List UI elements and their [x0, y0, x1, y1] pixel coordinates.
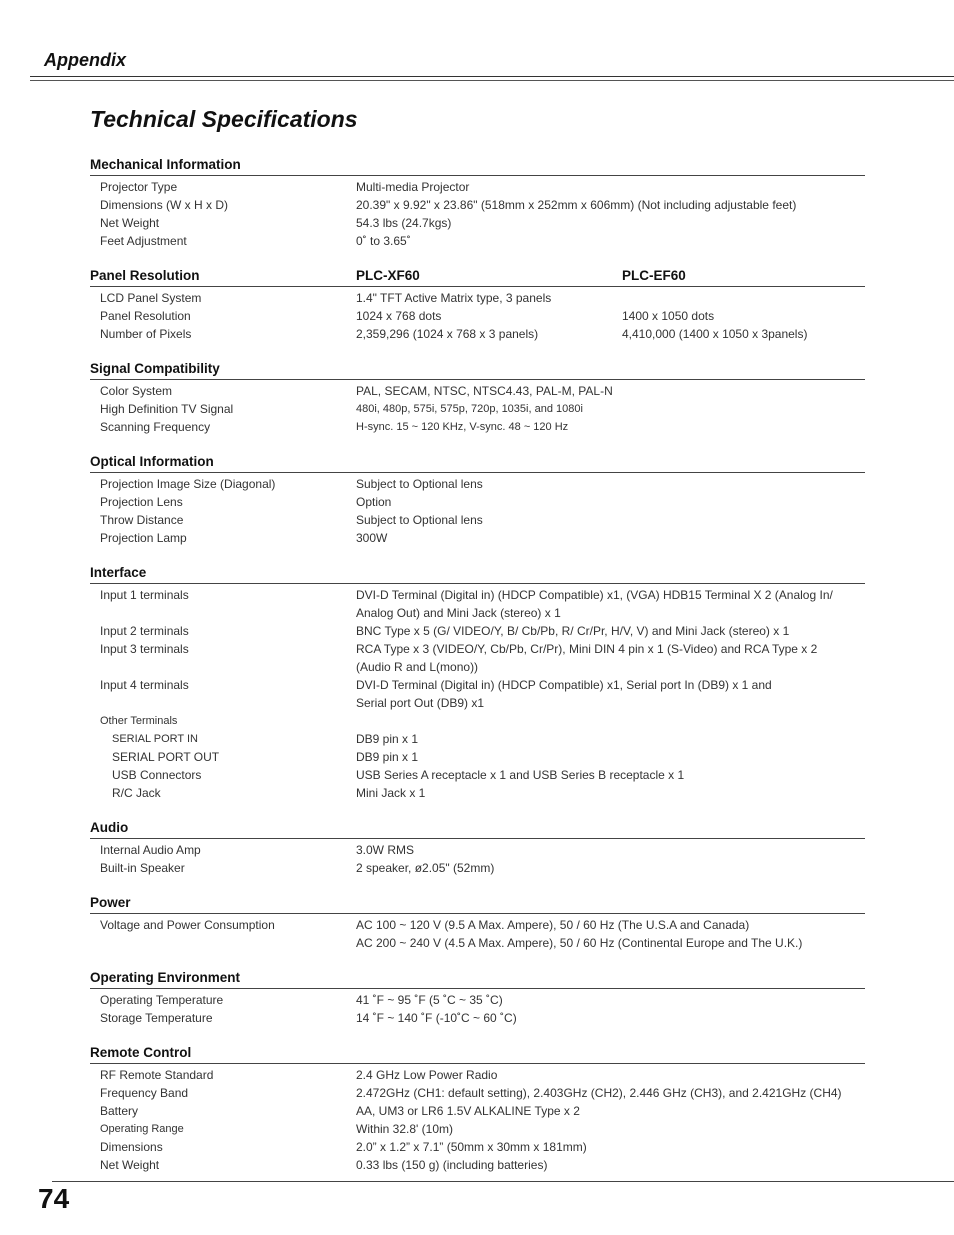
spec-row	[90, 841, 865, 859]
spec-row	[90, 1138, 865, 1156]
spec-row	[90, 289, 865, 307]
spec-row	[90, 586, 865, 604]
section-title: Signal Compatibility	[90, 361, 220, 376]
section-title: Power	[90, 895, 131, 910]
spec-row	[90, 622, 865, 640]
spec-row	[90, 748, 865, 766]
spec-value: H-sync. 15 ~ 120 KHz, V-sync. 48 ~ 120 Hz	[356, 421, 569, 433]
spec-label: High Definition TV Signal	[100, 402, 234, 416]
spec-row	[90, 1009, 865, 1027]
spec-value: BNC Type x 5 (G/ VIDEO/Y, B/ Cb/Pb, R/ Cr/Pr, H/V, V) and Mini Jack (stereo) x 1	[356, 624, 790, 638]
spec-label: USB Connectors	[112, 768, 202, 782]
spec-value: DB9 pin x 1	[356, 732, 419, 746]
spec-label: Panel Resolution	[100, 309, 191, 323]
section-optical-information	[90, 452, 865, 547]
spec-row	[90, 859, 865, 877]
section-panel-resolution	[90, 266, 865, 343]
spec-label: Input 1 terminals	[100, 588, 189, 602]
spec-value: DVI-D Terminal (Digital in) (HDCP Compatible) x1, (VGA) HDB15 Terminal X 2 (Analog In/	[356, 588, 833, 602]
spec-label: Voltage and Power Consumption	[100, 918, 275, 932]
section-operating-environment	[90, 968, 865, 1027]
spec-label: Feet Adjustment	[100, 234, 187, 248]
spec-label: R/C Jack	[112, 786, 161, 800]
footer-rule	[52, 1181, 954, 1182]
spec-content	[90, 155, 865, 1190]
spec-value: DVI-D Terminal (Digital in) (HDCP Compatible) x1, Serial port In (DB9) x 1 and	[356, 678, 772, 692]
spec-row	[90, 232, 865, 250]
spec-row	[90, 325, 865, 343]
spec-label: Projection Image Size (Diagonal)	[100, 477, 276, 491]
spec-label: Net Weight	[100, 216, 160, 230]
section-interface	[90, 563, 865, 802]
spec-value: AA, UM3 or LR6 1.5V ALKALINE Type x 2	[356, 1104, 580, 1118]
spec-row	[90, 730, 865, 748]
spec-label: Input 2 terminals	[100, 624, 189, 638]
spec-value: 2.0” x 1.2” x 7.1” (50mm x 30mm x 181mm)	[356, 1140, 587, 1154]
section-title: Mechanical Information	[90, 157, 241, 172]
section-power	[90, 893, 865, 952]
spec-label: Projector Type	[100, 180, 178, 194]
page-title: Technical Specifications	[90, 106, 358, 132]
header-rule-thin	[30, 80, 954, 81]
spec-row	[90, 991, 865, 1009]
spec-row	[90, 400, 865, 418]
spec-label: Net Weight	[100, 1158, 160, 1172]
section-signal-compatibility	[90, 359, 865, 436]
spec-label: Operating Range	[100, 1123, 184, 1135]
spec-value: Multi-media Projector	[356, 180, 470, 194]
spec-row	[90, 307, 865, 325]
spec-value: 2 speaker, ø2.05" (52mm)	[356, 861, 495, 875]
spec-value: 14 ˚F ~ 140 ˚F (-10˚C ~ 60 ˚C)	[356, 1011, 517, 1025]
spec-value: 41 ˚F ~ 95 ˚F (5 ˚C ~ 35 ˚C)	[356, 993, 503, 1007]
spec-value: Subject to Optional lens	[356, 513, 483, 527]
section-title: Interface	[90, 565, 147, 580]
spec-label: SERIAL PORT OUT	[112, 750, 220, 764]
spec-row	[90, 511, 865, 529]
section-title: Optical Information	[90, 454, 214, 469]
spec-value: 300W	[356, 531, 388, 545]
spec-value-secondary: 1400 x 1050 dots	[622, 309, 715, 323]
spec-row	[90, 1156, 865, 1174]
spec-value: Analog Out) and Mini Jack (stereo) x 1	[356, 606, 561, 620]
spec-value: Within 32.8' (10m)	[356, 1122, 453, 1136]
spec-label: Operating Temperature	[100, 993, 224, 1007]
spec-label: Other Terminals	[100, 715, 178, 727]
header-rule	[30, 76, 954, 77]
spec-row	[90, 178, 865, 196]
section-header	[90, 818, 865, 839]
spec-row-continued	[90, 934, 865, 952]
page-number: 74	[38, 1183, 70, 1214]
spec-value: 2.472GHz (CH1: default setting), 2.403GHz (CH2), 2.446 GHz (CH3), and 2.421GHz (CH4)	[356, 1086, 842, 1100]
spec-value: RCA Type x 3 (VIDEO/Y, Cb/Pb, Cr/Pr), Mini DIN 4 pin x 1 (S-Video) and RCA Type x 2	[356, 642, 818, 656]
section-header	[90, 563, 865, 584]
spec-row	[90, 1102, 865, 1120]
spec-value: 2.4 GHz Low Power Radio	[356, 1068, 498, 1082]
section-header-appendix: Appendix	[44, 50, 127, 70]
section-title: Remote Control	[90, 1045, 192, 1060]
section-audio	[90, 818, 865, 877]
spec-value: 20.39" x 9.92" x 23.86" (518mm x 252mm x 606mm) (Not including adjustable feet)	[356, 198, 797, 212]
spec-label: Color System	[100, 384, 173, 398]
spec-value: 1024 x 768 dots	[356, 309, 442, 323]
spec-value: 2,359,296 (1024 x 768 x 3 panels)	[356, 327, 539, 341]
spec-row	[90, 493, 865, 511]
spec-label: Built-in Speaker	[100, 861, 185, 875]
column-header-plc-ef60: PLC-EF60	[622, 268, 686, 283]
spec-label: Storage Temperature	[100, 1011, 213, 1025]
spec-row	[90, 1120, 865, 1138]
spec-label: Number of Pixels	[100, 327, 192, 341]
spec-row	[90, 712, 865, 730]
spec-value: 1.4" TFT Active Matrix type, 3 panels	[356, 291, 552, 305]
spec-label: Projection Lamp	[100, 531, 187, 545]
spec-row	[90, 916, 865, 934]
section-mechanical-information	[90, 155, 865, 250]
spec-value: PAL, SECAM, NTSC, NTSC4.43, PAL-M, PAL-N	[356, 384, 613, 398]
spec-label: Dimensions (W x H x D)	[100, 198, 229, 212]
spec-value: AC 200 ~ 240 V (4.5 A Max. Ampere), 50 / 60 Hz (Continental Europe and The U.K.)	[356, 936, 803, 950]
spec-label: Input 4 terminals	[100, 678, 189, 692]
section-remote-control	[90, 1043, 865, 1174]
spec-label: Frequency Band	[100, 1086, 189, 1100]
spec-label: SERIAL PORT IN	[112, 733, 198, 745]
spec-label: Internal Audio Amp	[100, 843, 201, 857]
spec-row	[90, 640, 865, 658]
spec-label: RF Remote Standard	[100, 1068, 214, 1082]
section-header	[90, 155, 865, 176]
section-header	[90, 1043, 865, 1064]
section-title: Audio	[90, 820, 129, 835]
section-title: Operating Environment	[90, 970, 241, 985]
spec-row	[90, 766, 865, 784]
spec-value: Subject to Optional lens	[356, 477, 483, 491]
section-title: Panel Resolution	[90, 268, 200, 283]
spec-row	[90, 529, 865, 547]
spec-row	[90, 676, 865, 694]
spec-value: USB Series A receptacle x 1 and USB Series B receptacle x 1	[356, 768, 685, 782]
spec-row	[90, 1084, 865, 1102]
spec-value: Mini Jack x 1	[356, 786, 426, 800]
spec-label: Throw Distance	[100, 513, 184, 527]
section-header	[90, 359, 865, 380]
spec-value: Option	[356, 495, 392, 509]
spec-label: Battery	[100, 1104, 139, 1118]
section-header	[90, 452, 865, 473]
spec-row	[90, 784, 865, 802]
column-header-plc-xf60: PLC-XF60	[356, 268, 420, 283]
spec-label: Projection Lens	[100, 495, 183, 509]
spec-label: LCD Panel System	[100, 291, 202, 305]
spec-value: DB9 pin x 1	[356, 750, 419, 764]
spec-value: 0˚ to 3.65˚	[356, 234, 411, 248]
spec-row	[90, 214, 865, 232]
spec-row	[90, 1066, 865, 1084]
spec-value: Serial port Out (DB9) x1	[356, 696, 485, 710]
section-header	[90, 266, 865, 287]
spec-value: 0.33 lbs (150 g) (including batteries)	[356, 1158, 548, 1172]
section-header	[90, 968, 865, 989]
spec-value: (Audio R and L(mono))	[356, 660, 479, 674]
spec-row	[90, 196, 865, 214]
spec-row	[90, 382, 865, 400]
spec-label: Input 3 terminals	[100, 642, 189, 656]
spec-label: Dimensions	[100, 1140, 163, 1154]
spec-value: 54.3 lbs (24.7kgs)	[356, 216, 452, 230]
spec-value-secondary: 4,410,000 (1400 x 1050 x 3panels)	[622, 327, 808, 341]
spec-row-continued	[90, 604, 865, 622]
spec-row	[90, 475, 865, 493]
spec-row-continued	[90, 658, 865, 676]
spec-label: Scanning Frequency	[100, 420, 211, 434]
spec-value: 3.0W RMS	[356, 843, 415, 857]
spec-row	[90, 418, 865, 436]
spec-row-continued	[90, 694, 865, 712]
spec-value: 480i, 480p, 575i, 575p, 720p, 1035i, and 1080i	[356, 403, 583, 415]
spec-value: AC 100 ~ 120 V (9.5 A Max. Ampere), 50 / 60 Hz (The U.S.A and Canada)	[356, 918, 750, 932]
section-header	[90, 893, 865, 914]
